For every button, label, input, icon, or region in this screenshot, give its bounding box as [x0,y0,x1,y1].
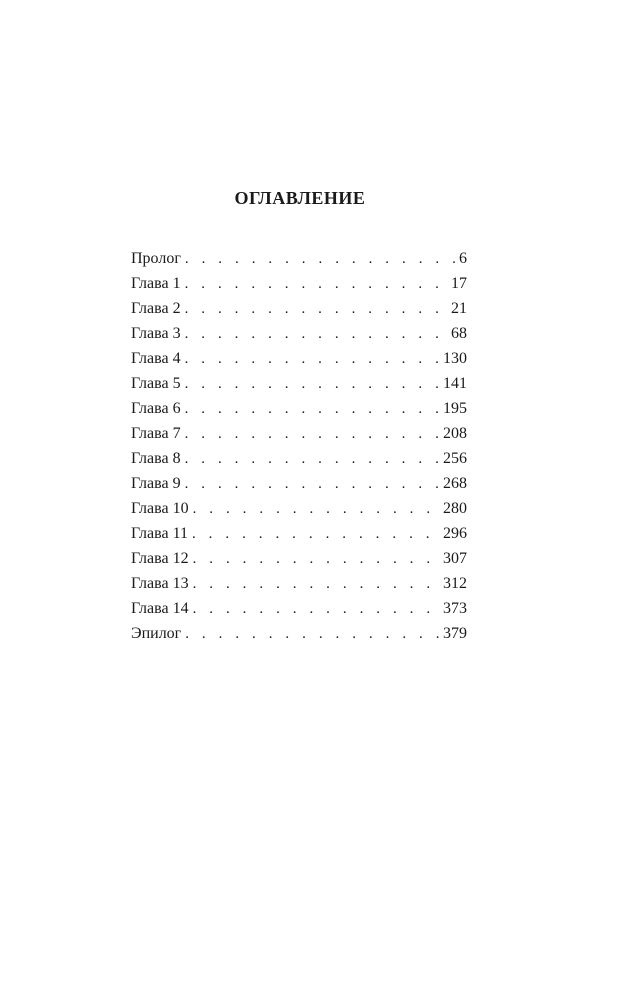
toc-entry-page: 21 [451,300,467,317]
dot-leader [193,547,441,572]
toc-entry [131,571,467,596]
toc-entry-label: Глава 2 [131,300,181,317]
dot-leader [193,497,441,522]
toc-entry-page: 256 [443,450,467,467]
toc-entry-label: Глава 3 [131,325,181,342]
dot-leader [185,297,449,322]
toc-entry [131,371,467,396]
toc-entry [131,596,467,621]
toc-entry-page: 68 [451,325,467,342]
toc-entry-label: Эпилог [131,625,182,642]
dot-leader [185,397,441,422]
toc-entry-label: Глава 11 [131,525,188,542]
toc-entry-label: Пролог [131,250,181,267]
toc-entry-page: 6 [459,250,467,267]
toc-entry [131,496,467,521]
toc-entry-label: Глава 8 [131,450,181,467]
toc-entry [131,246,467,271]
toc-entry [131,471,467,496]
toc-entry-label: Глава 14 [131,600,189,617]
toc-entry-page: 379 [443,625,467,642]
toc-entry-page: 208 [443,425,467,442]
toc-entry-page: 280 [443,500,467,517]
toc-entry-page: 17 [451,275,467,292]
page-title: ОГЛАВЛЕНИЕ [234,188,366,208]
toc-entry-page: 312 [443,575,467,592]
dot-leader [185,247,457,272]
dot-leader [185,322,449,347]
toc-entry-page: 268 [443,475,467,492]
dot-leader [185,347,441,372]
toc-entry-page: 296 [443,525,467,542]
dot-leader [185,272,449,297]
toc-entry [131,321,467,346]
dot-leader [185,622,441,647]
dot-leader [192,522,441,547]
toc-entry-label: Глава 4 [131,350,181,367]
toc-entry-label: Глава 10 [131,500,189,517]
toc-entry [131,621,467,646]
dot-leader [185,472,441,497]
toc-entry [131,421,467,446]
toc-entry [131,396,467,421]
toc-entry-page: 130 [443,350,467,367]
toc-entry-label: Глава 12 [131,550,189,567]
table-of-contents [131,246,467,646]
dot-leader [193,572,441,597]
dot-leader [185,422,441,447]
toc-entry-label: Глава 6 [131,400,181,417]
dot-leader [185,447,441,472]
toc-entry-page: 195 [443,400,467,417]
toc-entry-label: Глава 7 [131,425,181,442]
toc-entry-label: Глава 9 [131,475,181,492]
toc-entry [131,271,467,296]
toc-entry-page: 307 [443,550,467,567]
toc-entry [131,296,467,321]
dot-leader [193,597,441,622]
toc-entry-page: 373 [443,600,467,617]
toc-entry [131,346,467,371]
toc-entry [131,521,467,546]
dot-leader [185,372,441,397]
toc-entry-label: Глава 1 [131,275,181,292]
toc-entry [131,546,467,571]
toc-entry-label: Глава 5 [131,375,181,392]
toc-entry-label: Глава 13 [131,575,189,592]
toc-entry [131,446,467,471]
toc-entry-page: 141 [443,375,467,392]
